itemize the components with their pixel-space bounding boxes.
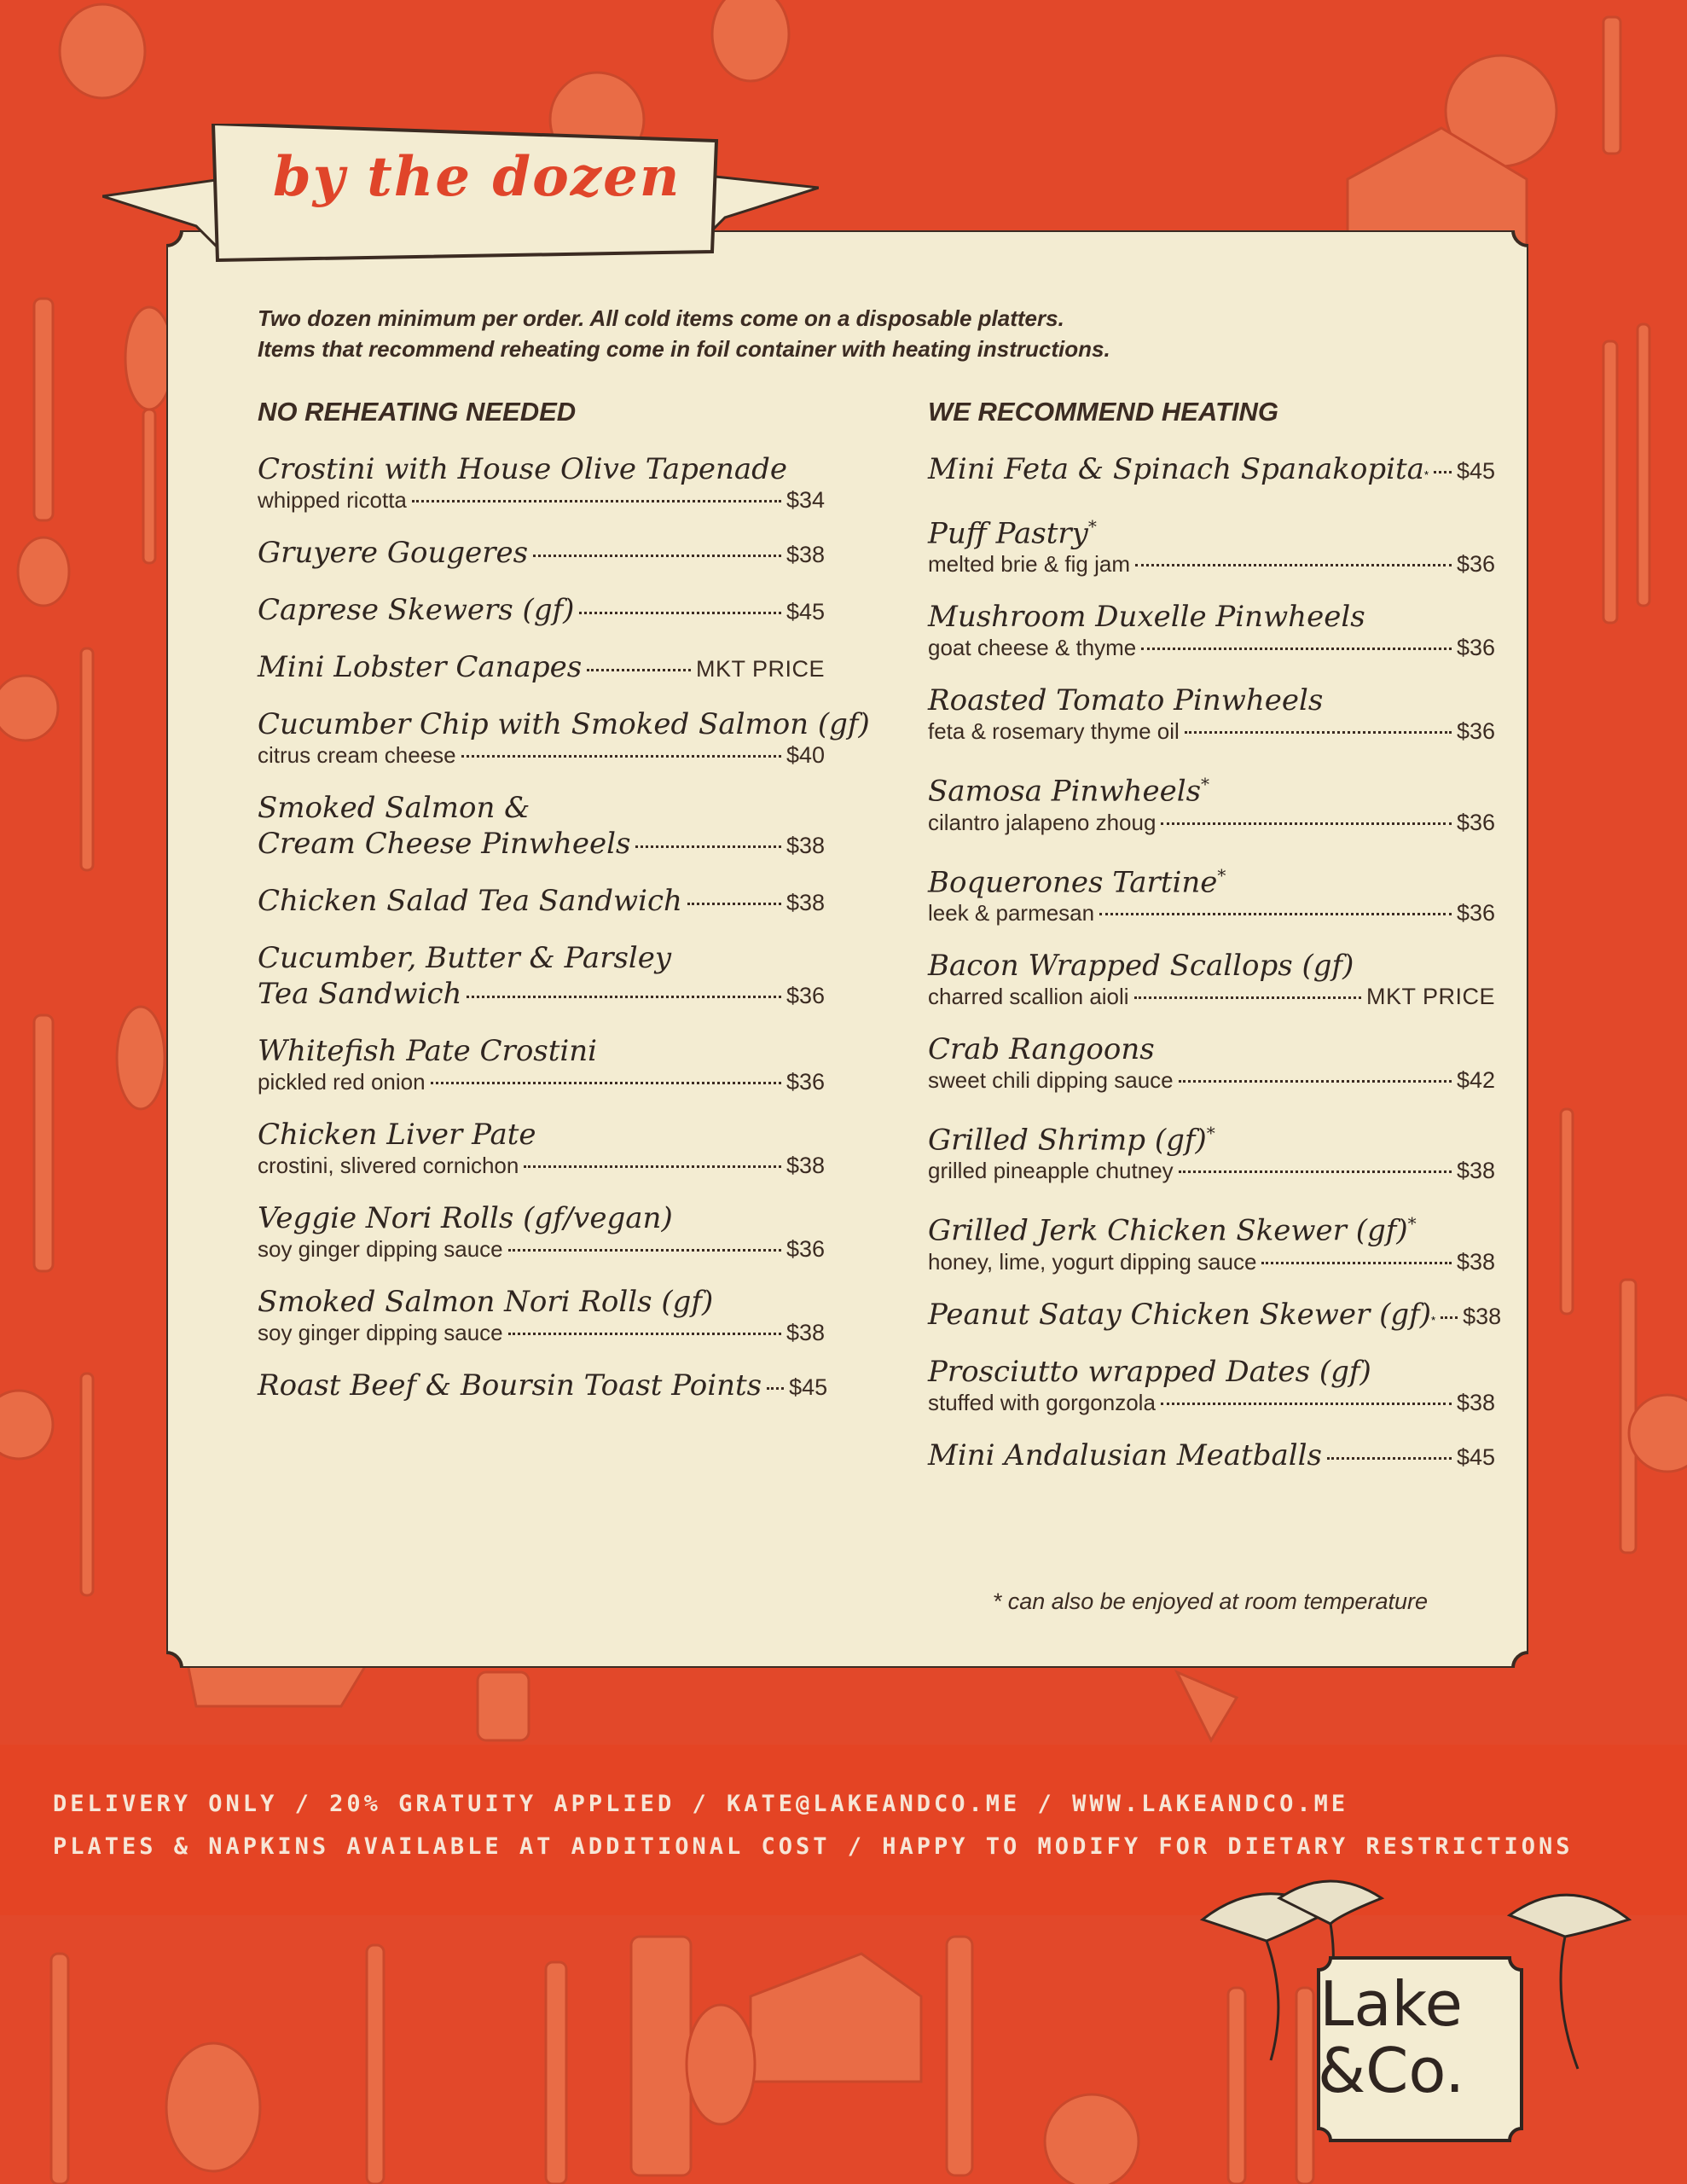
item-name: Bacon Wrapped Scallops (gf): [928, 948, 1354, 983]
menu-item: [258, 790, 825, 862]
footer-line-2: PLATES & NAPKINS AVAILABLE AT ADDITIONAL COST / HAPPY TO MODIFY FOR DIETARY RESTRICTIONS: [53, 1833, 1574, 1860]
item-price: $36: [1456, 899, 1495, 926]
dot-leader: [1161, 822, 1452, 825]
room-temp-asterisk: *: [1206, 1122, 1215, 1143]
item-price: $36: [1456, 809, 1495, 835]
item-price: $38: [786, 1320, 825, 1345]
menu-item: [928, 1031, 1495, 1094]
item-name: Puff Pastry: [928, 516, 1088, 551]
item-name: Grilled Jerk Chicken Skewer (gf): [928, 1213, 1408, 1248]
item-price: $38: [1463, 1303, 1502, 1329]
menu-item: [928, 948, 1495, 1010]
room-temp-asterisk: *: [1201, 774, 1210, 795]
item-price: $45: [1456, 458, 1495, 484]
item-description: leek & parmesan: [928, 899, 1095, 926]
item-name: Veggie Nori Rolls (gf/vegan): [258, 1201, 673, 1235]
dot-leader: [1441, 1316, 1458, 1319]
dot-leader: [412, 500, 781, 502]
menu-item: [928, 599, 1495, 661]
menu-item: [258, 1033, 825, 1095]
item-name: Samosa Pinwheels: [928, 774, 1202, 809]
menu-item: [928, 451, 1495, 487]
room-temp-asterisk: *: [1407, 1213, 1417, 1234]
item-name: Smoked Salmon Nori Rolls (gf): [258, 1285, 714, 1319]
dot-leader: [1135, 564, 1452, 566]
item-name: Roast Beef & Boursin Toast Points: [258, 1368, 762, 1403]
intro-line-2: Items that recommend reheating come in foil container with heating instructions.: [258, 336, 1110, 362]
intro-text: [258, 303, 1281, 364]
item-name: Smoked Salmon &: [258, 791, 530, 825]
item-price: $36: [786, 1069, 825, 1095]
dot-leader: [579, 612, 781, 614]
column-heading: WE RECOMMEND HEATING: [928, 397, 1279, 427]
item-description: citrus cream cheese: [258, 742, 456, 768]
menu-item: [928, 682, 1495, 745]
item-price: $36: [786, 1236, 825, 1262]
item-description: sweet chili dipping sauce: [928, 1066, 1174, 1093]
dot-leader: [431, 1082, 781, 1084]
item-description: feta & rosemary thyme oil: [928, 718, 1180, 745]
item-price: $36: [1456, 718, 1495, 745]
intro-line-1: Two dozen minimum per order. All cold items come on a disposable platters.: [258, 305, 1064, 331]
item-name: Crab Rangoons: [928, 1031, 1155, 1066]
item-price: MKT PRICE: [1365, 983, 1495, 1009]
dot-leader: [508, 1249, 781, 1252]
menu-item: [258, 706, 870, 769]
item-name: Crostini with House Olive Tapenade: [258, 452, 788, 486]
logo-line-2: &Co.: [1318, 2035, 1465, 2106]
item-description: melted brie & fig jam: [928, 551, 1130, 578]
menu-list: [928, 451, 1502, 1473]
dot-leader: [467, 996, 781, 998]
dot-leader: [1261, 1262, 1452, 1264]
menu-item: [928, 1205, 1495, 1275]
item-name: Gruyere Gougeres: [258, 536, 529, 570]
item-price: $38: [1456, 1389, 1495, 1415]
menu-item: [258, 1117, 825, 1179]
menu-item: [258, 1368, 828, 1403]
item-price: $42: [1456, 1066, 1495, 1093]
item-name: Mushroom Duxelle Pinwheels: [928, 600, 1365, 635]
room-temp-asterisk: *: [1430, 1313, 1436, 1327]
item-price: $38: [1456, 1158, 1495, 1184]
item-price: $45: [1456, 1443, 1495, 1470]
item-name: Boquerones Tartine: [928, 864, 1218, 899]
item-name: Whitefish Pate Crostini: [258, 1034, 598, 1068]
menu-item: [258, 535, 825, 571]
dot-leader: [533, 555, 781, 557]
menu-item: [258, 451, 825, 514]
item-description: crostini, slivered cornichon: [258, 1153, 519, 1178]
dot-leader: [1327, 1457, 1452, 1460]
item-name: Caprese Skewers (gf): [258, 593, 575, 627]
item-price: $38: [786, 542, 825, 567]
menu-list: [258, 451, 870, 1403]
item-price: $45: [786, 599, 825, 624]
item-description: honey, lime, yogurt dipping sauce: [928, 1248, 1257, 1275]
item-price: $36: [786, 983, 825, 1008]
room-temp-asterisk: *: [1217, 864, 1226, 886]
dot-leader: [461, 755, 781, 758]
item-description: charred scallion aioli: [928, 983, 1129, 1009]
item-name: Mini Feta & Spinach Spanakopita: [928, 452, 1424, 486]
dot-leader: [587, 669, 691, 671]
item-description: cilantro jalapeno zhoug: [928, 809, 1157, 835]
item-price: $34: [786, 487, 825, 513]
item-name: Prosciutto wrapped Dates (gf): [928, 1354, 1371, 1389]
item-name: Peanut Satay Chicken Skewer (gf): [928, 1297, 1431, 1332]
item-description: soy ginger dipping sauce: [258, 1236, 503, 1262]
item-name: Cucumber, Butter & Parsley: [258, 941, 672, 975]
logo-text: [1318, 1968, 1465, 2106]
menu-item: [928, 1297, 1502, 1333]
item-price: $40: [786, 742, 825, 768]
column-recommend-heating: [928, 397, 1502, 1495]
menu-item: [258, 1284, 825, 1346]
room-temp-asterisk: *: [1087, 516, 1097, 537]
item-description: whipped ricotta: [258, 487, 407, 513]
logo-line-1: Lake: [1319, 1968, 1463, 2040]
footer-info: [53, 1783, 1573, 1868]
item-name: Cucumber Chip with Smoked Salmon (gf): [258, 707, 870, 741]
footnote: * can also be enjoyed at room temperature: [992, 1589, 1428, 1614]
dot-leader: [1134, 996, 1361, 999]
item-name: Tea Sandwich: [258, 977, 462, 1011]
menu-item: [258, 940, 825, 1012]
menu-item: [928, 1354, 1495, 1416]
menu-content: [166, 230, 1528, 1668]
menu-item: [928, 857, 1495, 926]
item-name: Chicken Liver Pate: [258, 1118, 536, 1152]
item-description: soy ginger dipping sauce: [258, 1320, 503, 1345]
item-price: $36: [1456, 635, 1495, 661]
menu-item: [928, 508, 1495, 578]
column-no-reheating: [258, 397, 870, 1425]
item-name: Chicken Salad Tea Sandwich: [258, 884, 682, 918]
item-price: $45: [789, 1374, 828, 1400]
item-description: goat cheese & thyme: [928, 635, 1137, 661]
dot-leader: [1099, 913, 1452, 915]
menu-item: [258, 592, 825, 628]
dot-leader: [1185, 731, 1452, 734]
column-heading: NO REHEATING NEEDED: [258, 397, 577, 427]
menu-item: [928, 1438, 1495, 1473]
dot-leader: [635, 845, 780, 848]
item-name: Mini Lobster Canapes: [258, 650, 583, 684]
menu-item: [258, 649, 825, 685]
dot-leader: [687, 903, 781, 905]
item-name: Roasted Tomato Pinwheels: [928, 683, 1324, 718]
item-price: $38: [1456, 1248, 1495, 1275]
room-temp-asterisk: *: [1423, 468, 1429, 481]
dot-leader: [524, 1165, 781, 1168]
menu-item: [258, 1200, 825, 1263]
dot-leader: [1179, 1080, 1452, 1083]
menu-item: [928, 766, 1495, 835]
banner-title: by the dozen: [273, 145, 681, 209]
menu-item: [258, 883, 825, 919]
footer-line-1: DELIVERY ONLY / 20% GRATUITY APPLIED / KATE@LAKEANDCO.ME / WWW.LAKEANDCO.ME: [53, 1791, 1349, 1817]
dot-leader: [1141, 648, 1452, 650]
item-description: pickled red onion: [258, 1069, 426, 1095]
item-name: Grilled Shrimp (gf): [928, 1123, 1207, 1158]
menu-item: [928, 1115, 1495, 1184]
item-price: $36: [1456, 551, 1495, 578]
item-name: Mini Andalusian Meatballs: [928, 1438, 1322, 1472]
dot-leader: [1161, 1403, 1452, 1405]
item-price: $38: [786, 833, 825, 858]
dot-leader: [508, 1333, 781, 1335]
item-price: $38: [786, 890, 825, 915]
dot-leader: [1434, 471, 1452, 473]
item-description: stuffed with gorgonzola: [928, 1389, 1156, 1415]
item-description: grilled pineapple chutney: [928, 1158, 1174, 1184]
item-name: Cream Cheese Pinwheels: [258, 827, 631, 861]
item-price: $38: [786, 1153, 825, 1178]
dot-leader: [767, 1387, 784, 1390]
dot-leader: [1179, 1170, 1452, 1173]
item-price: MKT PRICE: [695, 656, 825, 682]
